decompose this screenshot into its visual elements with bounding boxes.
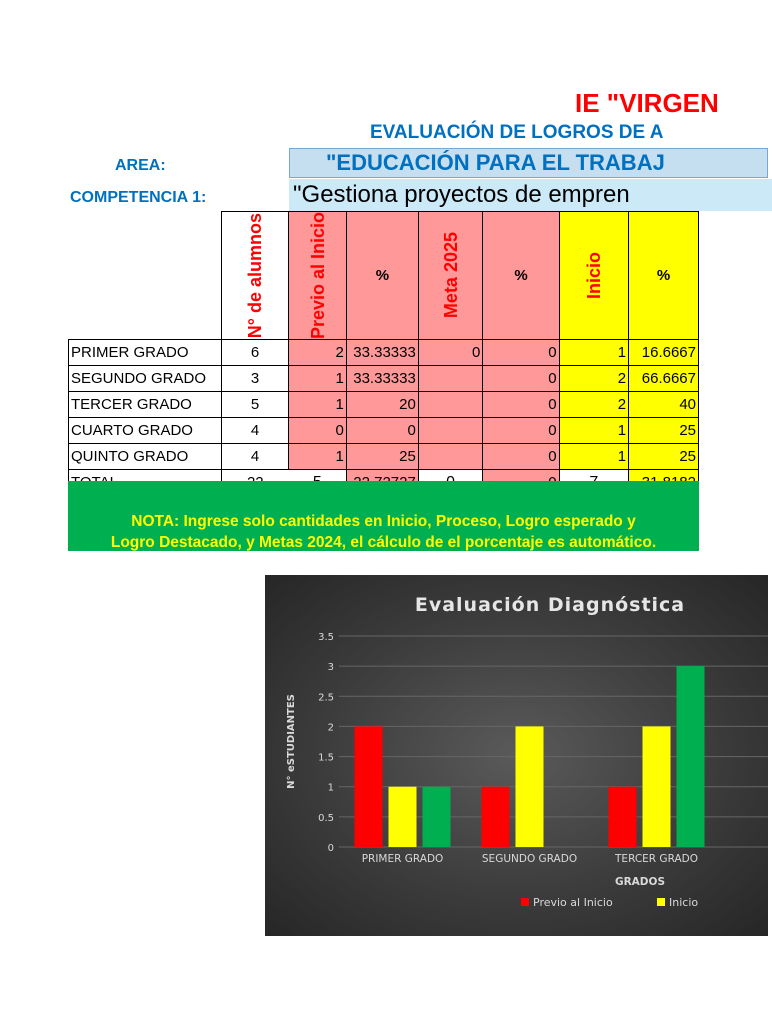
cell-alumnos[interactable]: 3 <box>221 366 288 392</box>
cell-inicio[interactable]: 2 <box>559 366 628 392</box>
cell-inicio[interactable]: 1 <box>559 418 628 444</box>
bar-inicio <box>516 726 544 847</box>
cell-alumnos[interactable]: 6 <box>221 340 288 366</box>
diagnostic-chart[interactable] <box>265 575 768 936</box>
competencia-value[interactable]: "Gestiona proyectos de empren <box>289 179 772 211</box>
header-alumnos: N° de alumnos <box>221 212 288 340</box>
y-axis-label: N° eSTUDIANTES <box>286 694 297 789</box>
legend-swatch <box>521 898 529 906</box>
x-tick-label: PRIMER GRADO <box>361 853 444 865</box>
bar-series-3 <box>677 666 705 847</box>
cell-previo-pct[interactable]: 33.33333 <box>346 340 418 366</box>
cell-alumnos[interactable]: 5 <box>221 392 288 418</box>
y-tick-label: 3.5 <box>318 632 334 643</box>
cell-previo[interactable]: 2 <box>289 340 347 366</box>
area-label: AREA: <box>115 157 166 174</box>
bar-inicio <box>643 726 671 847</box>
cell-inicio-pct[interactable]: 40 <box>629 392 699 418</box>
y-tick-label: 0.5 <box>318 812 334 824</box>
cell-meta[interactable] <box>418 444 483 470</box>
competencia-label: COMPETENCIA 1: <box>70 189 207 206</box>
cell-meta-pct[interactable]: 0 <box>483 366 559 392</box>
y-tick-label: 3 <box>327 662 334 674</box>
evaluation-subtitle: EVALUACIÓN DE LOGROS DE A <box>370 122 664 143</box>
cell-previo-pct[interactable]: 25 <box>346 444 418 470</box>
table-row <box>69 444 699 470</box>
cell-meta[interactable] <box>418 366 483 392</box>
school-title: IE "VIRGEN <box>575 88 719 118</box>
cell-meta[interactable] <box>418 392 483 418</box>
bar-previo-al-inicio <box>609 787 637 847</box>
nota-line-2: Logro Destacado, y Metas 2024, el cálculo de el porcentaje es automático. <box>110 534 657 551</box>
cell-previo[interactable]: 1 <box>289 392 347 418</box>
cell-grado: PRIMER GRADO <box>69 340 222 366</box>
y-tick-label: 0 <box>327 843 334 854</box>
legend-label: Previo al Inicio <box>533 896 613 909</box>
bar-series-3 <box>423 787 451 847</box>
table-row <box>69 418 699 444</box>
cell-grado: QUINTO GRADO <box>69 444 222 470</box>
header-meta: Meta 2025 <box>418 212 483 340</box>
cell-meta[interactable] <box>418 418 483 444</box>
cell-meta-pct[interactable]: 0 <box>483 340 559 366</box>
x-tick-label: SEGUNDO GRADO <box>481 853 578 865</box>
bar-inicio <box>389 787 417 847</box>
y-tick-label: 1 <box>327 782 334 794</box>
x-tick-label: TERCER GRADO <box>615 853 698 865</box>
cell-inicio[interactable]: 2 <box>559 392 628 418</box>
cell-alumnos[interactable]: 4 <box>221 418 288 444</box>
legend-swatch <box>657 898 665 906</box>
cell-grado: SEGUNDO GRADO <box>69 366 222 392</box>
cell-meta-pct[interactable]: 0 <box>483 444 559 470</box>
results-table <box>68 211 699 496</box>
x-axis-label: GRADOS <box>614 876 666 888</box>
cell-meta-pct[interactable]: 0 <box>483 392 559 418</box>
cell-grado: CUARTO GRADO <box>69 418 222 444</box>
table-row <box>69 392 699 418</box>
cell-alumnos[interactable]: 4 <box>221 444 288 470</box>
legend-label: Inicio <box>669 896 699 909</box>
header-inicio: Inicio <box>559 212 628 340</box>
table-row <box>69 340 699 366</box>
cell-previo[interactable]: 1 <box>289 444 347 470</box>
bar-previo-al-inicio <box>355 726 383 847</box>
cell-previo[interactable]: 1 <box>289 366 347 392</box>
cell-inicio-pct[interactable]: 16.6667 <box>629 340 699 366</box>
nota-banner <box>68 481 699 551</box>
table-row <box>69 366 699 392</box>
header-previo: Previo al Inicio <box>289 212 347 340</box>
bar-previo-al-inicio <box>482 787 510 847</box>
y-tick-label: 2 <box>327 722 334 734</box>
chart-title: Evaluación Diagnóstica <box>414 594 686 616</box>
cell-inicio-pct[interactable]: 66.6667 <box>629 366 699 392</box>
cell-meta[interactable]: 0 <box>418 340 483 366</box>
area-value[interactable]: "EDUCACIÓN PARA EL TRABAJ <box>289 148 768 178</box>
cell-previo[interactable]: 0 <box>289 418 347 444</box>
nota-line-1: NOTA: Ingrese solo cantidades en Inicio, Proceso, Logro esperado y <box>131 513 636 530</box>
y-tick-label: 1.5 <box>318 752 334 764</box>
cell-inicio[interactable]: 1 <box>559 444 628 470</box>
cell-previo-pct[interactable]: 0 <box>346 418 418 444</box>
cell-grado: TERCER GRADO <box>69 392 222 418</box>
chart-svg <box>265 575 768 936</box>
header-inicio-pct: % <box>629 212 699 340</box>
header-previo-pct: % <box>346 212 418 340</box>
cell-previo-pct[interactable]: 20 <box>346 392 418 418</box>
y-tick-label: 2.5 <box>318 692 334 704</box>
cell-inicio[interactable]: 1 <box>559 340 628 366</box>
cell-inicio-pct[interactable]: 25 <box>629 444 699 470</box>
header-empty-cell <box>69 212 222 340</box>
cell-previo-pct[interactable]: 33.33333 <box>346 366 418 392</box>
cell-inicio-pct[interactable]: 25 <box>629 418 699 444</box>
header-meta-pct: % <box>483 212 559 340</box>
cell-meta-pct[interactable]: 0 <box>483 418 559 444</box>
